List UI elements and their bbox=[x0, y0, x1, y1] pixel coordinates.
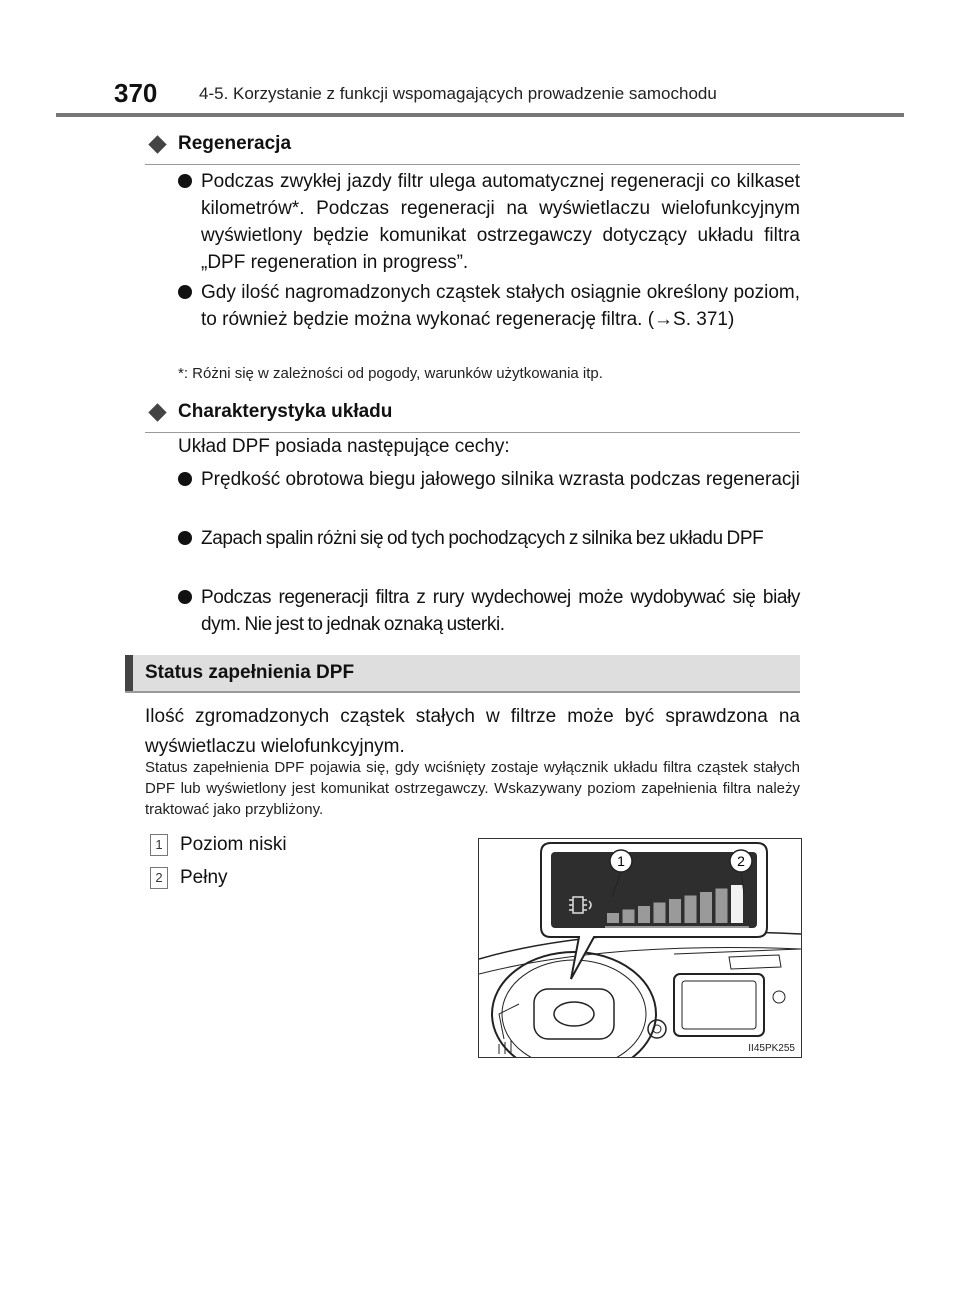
level-bar bbox=[685, 896, 697, 924]
level-bar bbox=[623, 910, 635, 924]
figure-id: II45PK255 bbox=[748, 1043, 795, 1054]
list-item: Podczas zwykłej jazdy filtr ulega automatycznej regeneracji co kilkaset kilometrów*. Podczas regeneracji na wyświetlaczu wielofunkcyjnym wyświetlony będzie komunikat ostrzegawczy dotyczący układu filtra „DPF regeneration in progress”. bbox=[178, 168, 800, 276]
dashboard-drawing bbox=[479, 839, 801, 1057]
list-item: Prędkość obrotowa biegu jałowego silnika wzrasta podczas regeneracji bbox=[178, 466, 800, 493]
section-title: Charakterystyka układu bbox=[178, 401, 393, 422]
section-title: Status zapełnienia DPF bbox=[145, 662, 355, 683]
legend-item bbox=[150, 867, 228, 889]
level-bar bbox=[700, 892, 712, 923]
level-bar bbox=[716, 889, 728, 924]
bullet-icon bbox=[178, 472, 192, 486]
callout-number: 2 bbox=[150, 867, 168, 889]
list-item: Zapach spalin różni się od tych pochodzących z silnika bez układu DPF bbox=[178, 525, 800, 552]
section-rule bbox=[145, 164, 800, 165]
section-header-bar bbox=[125, 655, 800, 693]
page-number: 370 bbox=[114, 78, 158, 108]
bullet-icon bbox=[178, 174, 192, 188]
diamond-icon bbox=[148, 403, 166, 421]
bullet-icon bbox=[178, 531, 192, 545]
legend-item bbox=[150, 834, 287, 856]
footnote: *: Różni się w zależności od pogody, warunków użytkowania itp. bbox=[178, 365, 603, 382]
section-title: Regeneracja bbox=[178, 133, 292, 154]
diamond-icon bbox=[148, 135, 166, 153]
page-header bbox=[0, 78, 960, 118]
list-item: Gdy ilość nagromadzonych cząstek stałych osiągnie określony poziom, to również będzie można wykonać regenerację filtra. (→S. 371) bbox=[178, 279, 800, 333]
level-bar bbox=[669, 899, 681, 923]
section-regeneration bbox=[145, 130, 800, 165]
legend-label: Poziom niski bbox=[180, 834, 287, 855]
status-paragraph: Ilość zgromadzonych cząstek stałych w filtrze może być sprawdzona na wyświetlaczu wielofunkcyjnym. bbox=[145, 706, 800, 757]
intro-text: Układ DPF posiada następujące cechy: bbox=[178, 436, 510, 457]
level-bar bbox=[638, 906, 650, 923]
list-item: Podczas regeneracji filtra z rury wydechowej może wydobywać się biały dym. Nie jest to jednak oznaką usterki. bbox=[178, 584, 800, 638]
bullet-icon bbox=[178, 285, 192, 299]
level-bar bbox=[654, 903, 666, 924]
level-bar bbox=[607, 913, 619, 923]
callout-number: 1 bbox=[150, 834, 168, 856]
bullet-icon bbox=[178, 590, 192, 604]
level-bar bbox=[731, 885, 743, 923]
section-characteristics bbox=[145, 398, 800, 433]
chapter-title: 4-5. Korzystanie z funkcji wspomagających prowadzenie samochodu bbox=[199, 84, 717, 103]
legend-label: Pełny bbox=[180, 867, 228, 888]
status-note: Status zapełnienia DPF pojawia się, gdy wciśnięty zostaje wyłącznik układu filtra cząstek stałych DPF lub wyświetlony jest komunikat ostrzegawczy. Wskazywany poziom zapełnienia filtra należy traktować jako przybliżony. bbox=[145, 759, 800, 818]
callout-number: 1 bbox=[617, 853, 625, 869]
dashboard-illustration bbox=[478, 838, 802, 1058]
header-rule bbox=[56, 113, 904, 117]
callout-number: 2 bbox=[737, 853, 745, 869]
section-rule bbox=[145, 432, 800, 433]
